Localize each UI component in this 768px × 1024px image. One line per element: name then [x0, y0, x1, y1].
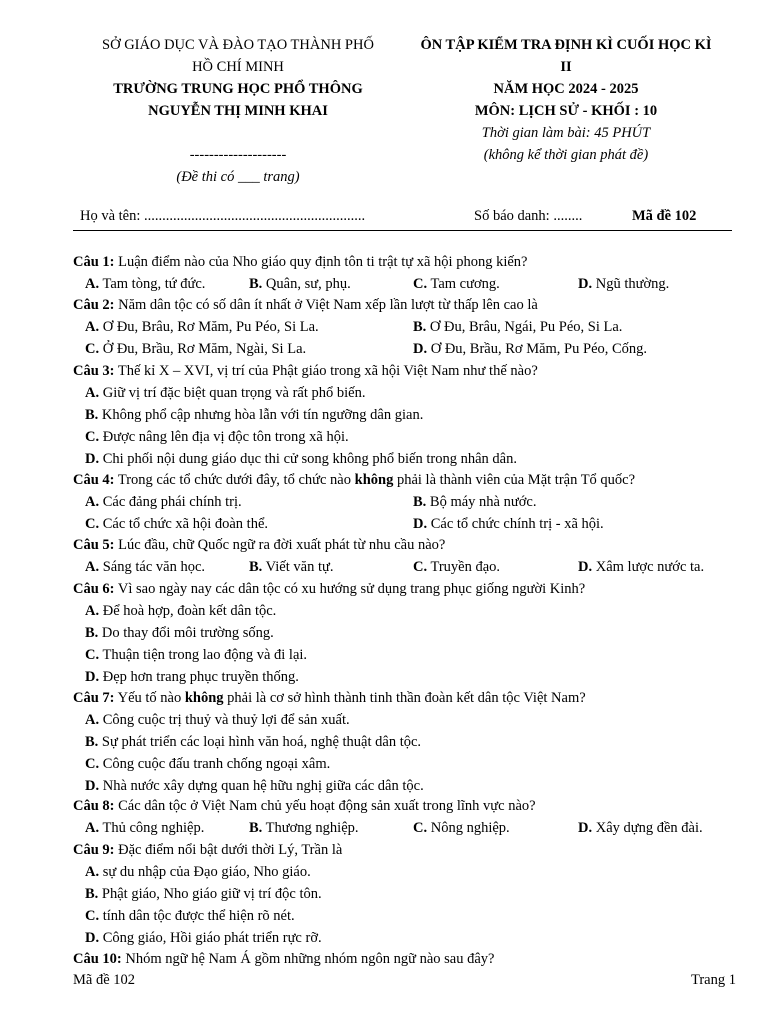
question-6 — [73, 581, 585, 598]
q4-option-a: A. Các đảng phái chính trị. — [85, 494, 242, 510]
question-text: Các dân tộc ở Việt Nam chủ yếu hoạt động sản xuất trong lĩnh vực nào? — [118, 798, 536, 814]
school-year: NĂM HỌC 2024 - 2025 — [493, 81, 639, 97]
question-text: Nhóm ngữ hệ Nam Á gồm những nhóm ngôn ngữ nào sau đây? — [125, 951, 495, 967]
question-label: Câu 9: — [73, 842, 115, 858]
q7-option-c: C. Công cuộc đấu tranh chống ngoại xâm. — [85, 756, 331, 772]
school-name-line2: NGUYỄN THỊ MINH KHAI — [148, 103, 328, 119]
question-label: Câu 10: — [73, 951, 122, 967]
question-label: Câu 5: — [73, 537, 115, 553]
footer-page-number: Trang 1 — [691, 972, 736, 988]
q2-option-d: D. Ơ Đu, Brầu, Rơ Măm, Pu Péo, Cống. — [413, 341, 648, 357]
q1-option-c: C. Tam cương. — [413, 276, 500, 292]
question-label: Câu 3: — [73, 363, 115, 379]
q4-option-b: B. Bộ máy nhà nước. — [413, 494, 537, 510]
emphasis-word: không — [354, 472, 394, 488]
question-text: Vì sao ngày nay các dân tộc có xu hướng sử dụng trang phục giống người Kinh? — [117, 581, 586, 597]
exam-title-line2: II — [560, 59, 572, 75]
q4-option-c: C. Các tổ chức xã hội đoàn thể. — [85, 516, 269, 532]
q1-option-b: B. Quân, sư, phụ. — [249, 276, 351, 292]
q7-option-b: B. Sự phát triển các loại hình văn hoá, nghệ thuật dân tộc. — [85, 734, 422, 750]
q9-option-b: B. Phật giáo, Nho giáo giữ vị trí độc tôn. — [85, 886, 322, 902]
question-2 — [73, 297, 538, 314]
q5-option-c: C. Truyền đạo. — [413, 559, 501, 575]
header-dashes: -------------------- — [189, 147, 287, 163]
header-divider — [73, 230, 732, 231]
question-10 — [73, 951, 495, 968]
question-text-start: Yếu tố nào — [117, 690, 185, 706]
question-4 — [73, 472, 635, 489]
school-name-line1: TRƯỜNG TRUNG HỌC PHỔ THÔNG — [113, 81, 363, 97]
q3-option-a: A. Giữ vị trí đặc biệt quan trọng và rất phổ biến. — [85, 385, 366, 401]
q5-option-a: A. Sáng tác văn học. — [85, 559, 206, 575]
subject: MÔN: LỊCH SỬ - KHỐI : 10 — [474, 103, 658, 119]
q9-option-a: A. sự du nhập của Đạo giáo, Nho giáo. — [85, 864, 311, 880]
question-5 — [73, 537, 445, 554]
question-text-start: Trong các tổ chức dưới đây, tổ chức nào — [117, 472, 355, 488]
question-3 — [73, 363, 538, 380]
q6-option-b: B. Do thay đổi môi trường sống. — [85, 625, 274, 641]
q1-option-a: A. Tam tòng, tứ đức. — [85, 276, 206, 292]
question-label: Câu 2: — [73, 297, 115, 313]
q2-option-b: B. Ơ Đu, Brâu, Ngái, Pu Péo, Si La. — [413, 319, 623, 335]
q7-option-a: A. Công cuộc trị thuỷ và thuỷ lợi để sản xuất. — [85, 712, 350, 728]
header-left — [78, 34, 398, 188]
q6-option-a: A. Để hoà hợp, đoàn kết dân tộc. — [85, 603, 277, 619]
question-label: Câu 6: — [73, 581, 115, 597]
q2-option-a: A. Ơ Đu, Brâu, Rơ Măm, Pu Péo, Si La. — [85, 319, 319, 335]
question-label: Câu 4: — [73, 472, 115, 488]
q2-option-c: C. Ở Đu, Brầu, Rơ Măm, Ngài, Si La. — [85, 341, 307, 357]
q5-option-b: B. Viết văn tự. — [249, 559, 334, 575]
question-1 — [73, 254, 527, 271]
q4-option-d: D. Các tổ chức chính trị - xã hội. — [413, 516, 604, 532]
question-7 — [73, 690, 586, 707]
q6-option-c: C. Thuận tiện trong lao động và đi lại. — [85, 647, 308, 663]
q3-option-d: D. Chi phối nội dung giáo dục thi cử song không phổ biến trong nhân dân. — [85, 451, 517, 467]
header-right — [402, 34, 730, 166]
time-limit: Thời gian làm bài: 45 PHÚT — [481, 125, 651, 141]
q9-option-c: C. tính dân tộc được thể hiện rõ nét. — [85, 908, 295, 924]
department-name-line1: SỞ GIÁO DỤC VÀ ĐÀO TẠO THÀNH PHỐ — [102, 37, 374, 53]
time-note: (không kể thời gian phát đề) — [483, 147, 649, 163]
question-label: Câu 1: — [73, 254, 115, 270]
q8-option-a: A. Thủ công nghiệp. — [85, 820, 205, 836]
q3-option-b: B. Không phổ cập nhưng hòa lẫn với tín ngưỡng dân gian. — [85, 407, 424, 423]
q7-option-d: D. Nhà nước xây dựng quan hệ hữu nghị giữa các dân tộc. — [85, 778, 424, 794]
q8-option-b: B. Thương nghiệp. — [249, 820, 359, 836]
question-text: Năm dân tộc có số dân ít nhất ở Việt Nam xếp lần lượt từ thấp lên cao là — [118, 297, 538, 313]
question-text-end: phải là cơ sở hình thành tinh thần đoàn kết dân tộc Việt Nam? — [223, 690, 586, 706]
question-text: Thế kỉ X – XVI, vị trí của Phật giáo trong xã hội Việt Nam như thế nào? — [117, 363, 538, 379]
question-text-end: phải là thành viên của Mặt trận Tổ quốc? — [393, 472, 636, 488]
question-text: Lúc đầu, chữ Quốc ngữ ra đời xuất phát từ nhu cầu nào? — [118, 537, 446, 553]
q8-option-d: D. Xây dựng đền đài. — [578, 820, 703, 836]
question-text: Đặc điểm nổi bật dưới thời Lý, Trần là — [118, 842, 343, 858]
q9-option-d: D. Công giáo, Hồi giáo phát triển rực rỡ. — [85, 930, 322, 946]
q3-option-c: C. Được nâng lên địa vị độc tôn trong xã hội. — [85, 429, 349, 445]
question-9 — [73, 842, 342, 859]
footer-exam-code: Mã đề 102 — [73, 972, 136, 988]
emphasis-word: không — [184, 690, 224, 706]
exam-code: Mã đề 102 — [632, 208, 697, 224]
question-text: Luận điểm nào của Nho giáo quy định tôn ti trật tự xã hội phong kiến? — [118, 254, 528, 270]
exam-title-line1: ÔN TẬP KIỂM TRA ĐỊNH KÌ CUỐI HỌC KÌ — [420, 37, 712, 53]
student-id-field: Số báo danh: ........ — [474, 208, 583, 224]
question-8 — [73, 798, 536, 815]
name-field: Họ và tên: ............................................................. — [80, 208, 366, 224]
q8-option-c: C. Nông nghiệp. — [413, 820, 510, 836]
q1-option-d: D. Ngũ thường. — [578, 276, 670, 292]
department-name-line2: HỒ CHÍ MINH — [192, 59, 284, 75]
pages-note: (Đề thi có ___ trang) — [176, 169, 300, 185]
question-label: Câu 7: — [73, 690, 115, 706]
q6-option-d: D. Đẹp hơn trang phục truyền thống. — [85, 669, 299, 685]
question-label: Câu 8: — [73, 798, 115, 814]
q5-option-d: D. Xâm lược nước ta. — [578, 559, 705, 575]
